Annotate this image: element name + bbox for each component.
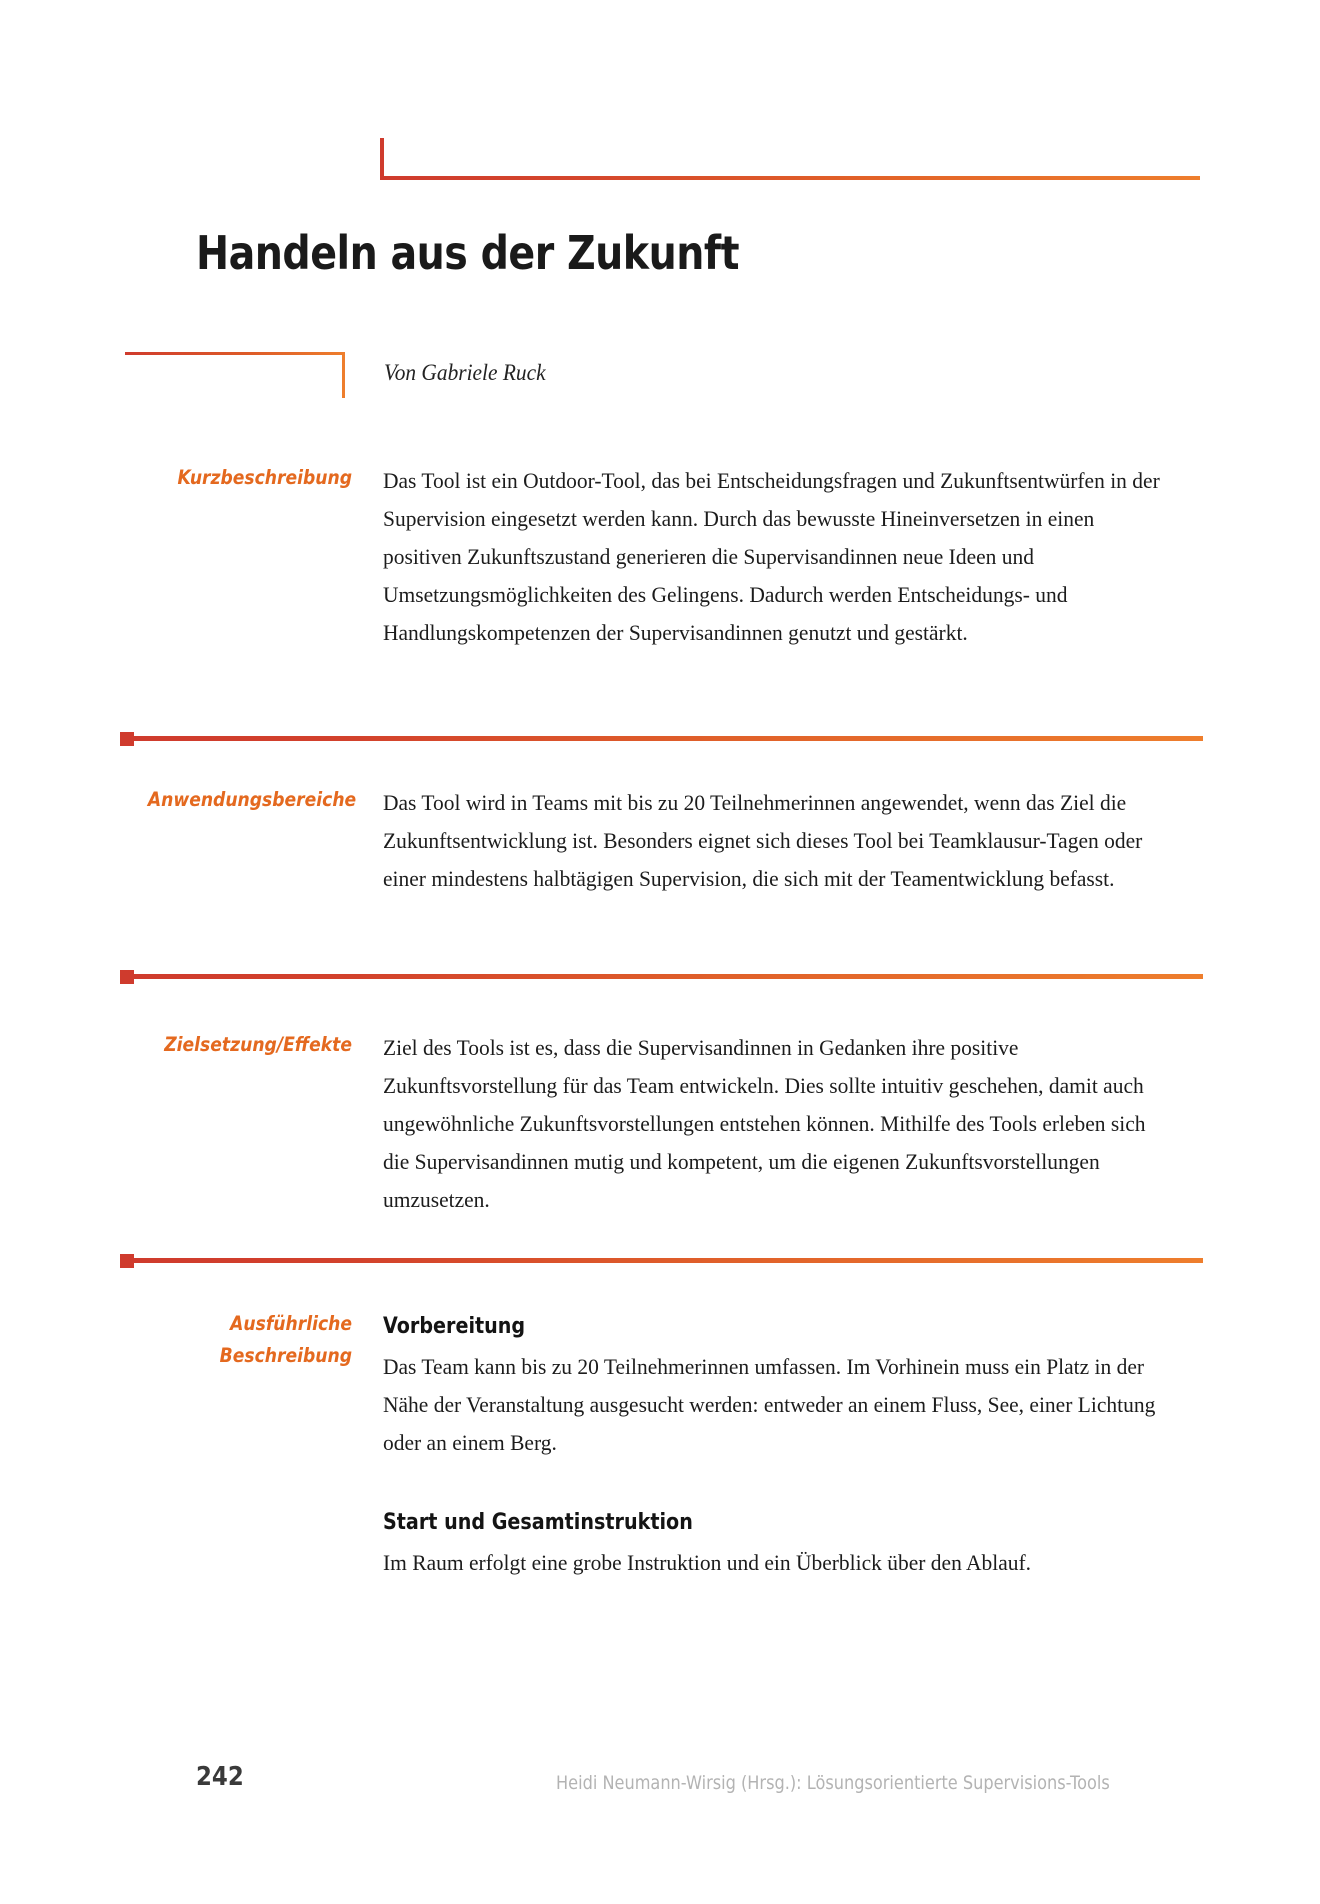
section-body-zielsetzung-effekte	[383, 1029, 1203, 1219]
paragraph: Im Raum erfolgt eine grobe Instruktion und ein Überblick über den Ablauf.	[383, 1550, 1032, 1575]
divider-line	[130, 974, 1203, 979]
top-rule-horizontal-line	[380, 176, 1200, 180]
section-label-kurzbeschreibung	[120, 462, 352, 494]
page-number: 242	[196, 1762, 244, 1792]
section-body-ausfuehrliche-beschreibung	[383, 1308, 1203, 1582]
author-rule-vertical-stub	[342, 352, 345, 398]
section-label-line: Kurzbeschreibung	[177, 466, 352, 489]
page-title: Handeln aus der Zukunft	[196, 226, 739, 280]
author-rule-horizontal-line	[125, 352, 345, 355]
divider-line	[130, 1258, 1203, 1263]
section-label-anwendungsbereiche	[120, 784, 357, 816]
section-divider-2	[120, 967, 1203, 985]
sub-heading: Vorbereitung	[383, 1314, 526, 1339]
author-byline: Von Gabriele Ruck	[384, 360, 546, 385]
paragraph: Das Team kann bis zu 20 Teilnehmerinnen umfassen. Im Vorhinein muss ein Platz in der Nähe der Veranstaltung ausgesucht werden: entweder an einem Fluss, See, einer Lichtung oder an einem Berg.	[383, 1354, 1156, 1455]
paragraph: Ziel des Tools ist es, dass die Supervisandinnen in Gedanken ihre positive Zukunftsvorstellung für das Team entwickeln. Dies sollte intuitiv geschehen, damit auch ungewöhnliche Zukunftsvorstellungen entstehen können. Mithilfe des Tools erleben sich die Supervisandinnen mutig und kompetent, um die eigenen Zukunftsvorstellungen umzusetzen.	[383, 1035, 1146, 1212]
top-decorative-rule	[380, 138, 1200, 180]
section-label-line: Ausführliche	[230, 1312, 352, 1335]
footer-citation: Heidi Neumann-Wirsig (Hrsg.): Lösungsorientierte Supervisions-Tools	[556, 1772, 1110, 1794]
section-body-anwendungsbereiche	[383, 784, 1203, 898]
paragraph: Das Tool ist ein Outdoor-Tool, das bei Entscheidungsfragen und Zukunftsentwürfen in der Supervision eingesetzt werden kann. Durch das bewusste Hineinversetzen in einen positiven Zukunftszustand generieren die Supervisandinnen neue Ideen und Umsetzungsmöglichkeiten des Gelingens. Dadurch werden Entscheidungs- und Handlungskompetenzen der Supervisandinnen genutzt und gestärkt.	[383, 468, 1160, 645]
section-divider-1	[120, 729, 1203, 747]
sub-heading: Start und Gesamtinstruktion	[383, 1510, 693, 1535]
section-label-zielsetzung-effekte	[120, 1029, 352, 1061]
sub-block-start-und-gesamtinstruktion	[383, 1504, 1203, 1582]
paragraph: Das Tool wird in Teams mit bis zu 20 Teilnehmerinnen angewendet, wenn das Ziel die Zukunftsentwicklung ist. Besonders eignet sich dieses Tool bei Teamklausur-Tagen oder einer mindestens halbtägigen Supervision, die sich mit der Teamentwicklung befasst.	[383, 790, 1143, 891]
section-label-line: Zielsetzung/Effekte	[164, 1033, 352, 1056]
section-label-line: Anwendungsbereiche	[147, 788, 357, 811]
top-rule-vertical-stub	[380, 138, 384, 180]
divider-line	[130, 736, 1203, 741]
sub-block-vorbereitung	[383, 1308, 1203, 1462]
section-body-kurzbeschreibung	[383, 462, 1203, 652]
author-decorative-rule	[125, 352, 345, 398]
section-divider-3	[120, 1251, 1203, 1269]
section-label-ausfuehrliche-beschreibung	[120, 1308, 352, 1372]
section-label-line: Beschreibung	[219, 1344, 352, 1367]
